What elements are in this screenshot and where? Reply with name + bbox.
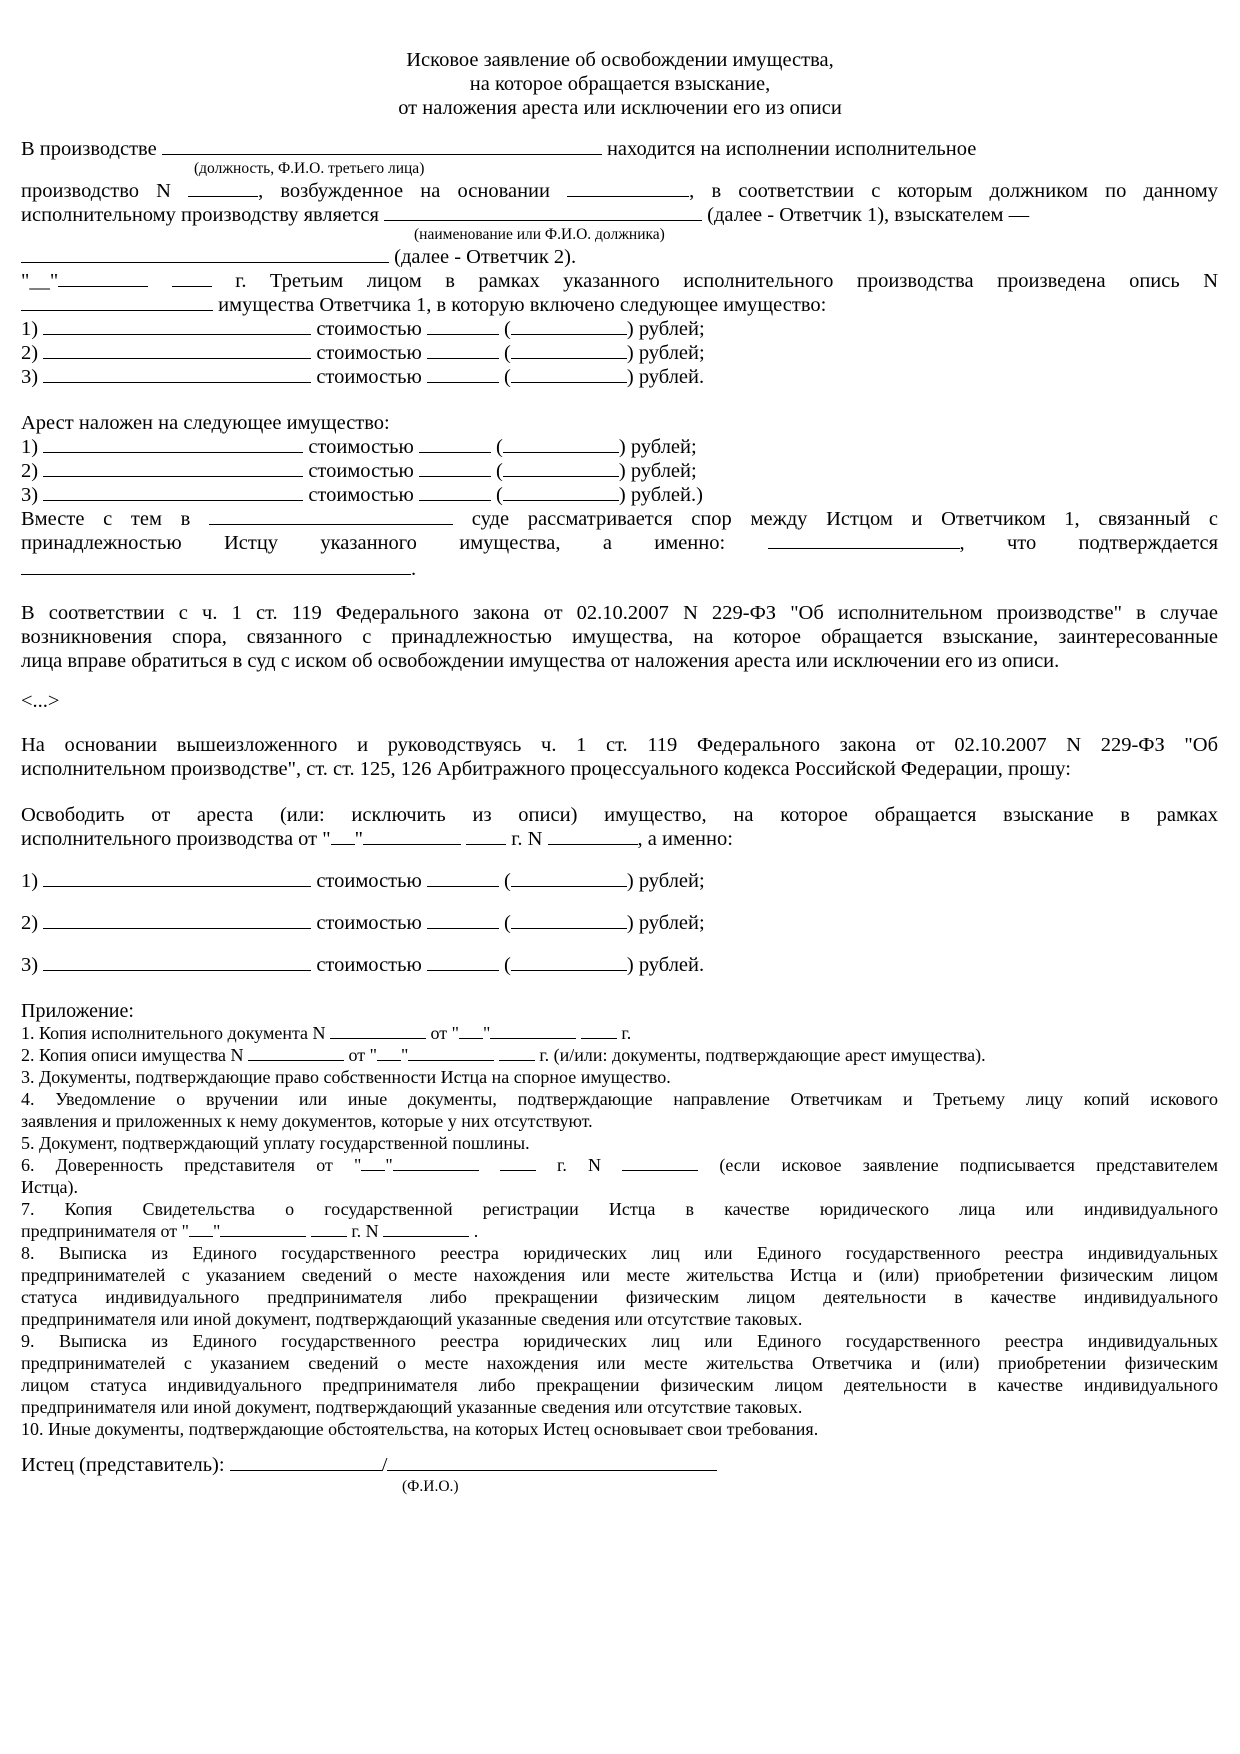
date-year-field[interactable] <box>499 1045 535 1061</box>
appendix-item-9-line-2: предпринимателей с указанием сведений о месте нахождения или месте жительства Ответчика и (или) приобретении физическим <box>21 1353 1218 1373</box>
item-name-field[interactable] <box>43 434 303 453</box>
intro-line-6: имущества Ответчика 1, в которую включено следующее имущество: <box>21 292 826 318</box>
certificate-number-field[interactable] <box>383 1221 469 1237</box>
intro-line-3: исполнительному производству является (далее - Ответчик 1), взыскателем — <box>21 204 1030 226</box>
item-name-field[interactable] <box>43 364 311 383</box>
appendix-item-2: 2. Копия описи имущества N от " " г. (и/или: документы, подтверждающие арест имущества). <box>21 1045 986 1065</box>
item-cost-words-field[interactable] <box>511 868 627 887</box>
arrest-item-2: 2) стоимостью ( ) рублей; <box>21 460 697 482</box>
release-item-2: 2) стоимостью ( ) рублей; <box>21 912 705 934</box>
appendix-item-4-line-2: заявления и приложенных к нему документов, которые у них отсутствуют. <box>21 1111 593 1131</box>
basis-field[interactable] <box>567 178 689 197</box>
appendix-item-1: 1. Копия исполнительного документа N от " " г. <box>21 1023 632 1043</box>
court-field[interactable] <box>209 506 453 525</box>
inventory-item-1: 1) стоимостью ( ) рублей; <box>21 318 705 340</box>
date-month-field[interactable] <box>363 826 461 845</box>
date-day-field[interactable] <box>331 826 355 845</box>
appendix-item-4-line-1: 4. Уведомление о вручении или иные документы, подтверждающие направление Ответчикам и Третьему лицу копий искового <box>21 1089 1218 1109</box>
power-of-attorney-number-field[interactable] <box>622 1155 698 1171</box>
date-month-field[interactable] <box>58 268 148 287</box>
proceeding-number-field[interactable] <box>188 178 258 197</box>
intro-line-1: В производстве находится на исполнении исполнительное <box>21 138 977 160</box>
appendix-item-6-line-1: 6. Доверенность представителя от " " г. N (если исковое заявление подписывается представителем <box>21 1155 1219 1175</box>
appendix-item-9-line-1: 9. Выписка из Единого государственного реестра юридических лиц или Единого государственного реестра индивидуальных <box>21 1331 1218 1351</box>
arrest-heading: Арест наложен на следующее имущество: <box>21 412 390 434</box>
document-number-field[interactable] <box>330 1023 426 1039</box>
appendix-item-10: 10. Иные документы, подтверждающие обстоятельства, на которых Истец основывает свои требования. <box>21 1419 819 1439</box>
item-cost-field[interactable] <box>419 482 491 501</box>
date-day-field[interactable] <box>189 1221 213 1237</box>
inventory-number-field[interactable] <box>248 1045 344 1061</box>
date-year-field[interactable] <box>466 826 506 845</box>
item-name-field[interactable] <box>43 952 311 971</box>
inventory-item-2: 2) стоимостью ( ) рублей; <box>21 342 705 364</box>
request-line-2: исполнительном производстве", ст. ст. 125, 126 Арбитражного процессуального кодекса Российской Федерации, прошу: <box>21 758 1071 780</box>
release-item-3: 3) стоимостью ( ) рублей. <box>21 954 705 976</box>
item-name-field[interactable] <box>43 910 311 929</box>
appendix-item-8-line-2: предпринимателей с указанием сведений о месте нахождения или месте жительства Истца и (или) приобретении физическим лицом <box>21 1265 1218 1285</box>
item-cost-words-field[interactable] <box>503 482 619 501</box>
law-line-3: лица вправе обратиться в суд с иском об освобождении имущества от наложения ареста или исключении его из описи. <box>21 650 1060 672</box>
proceeding-number-field[interactable] <box>548 826 638 845</box>
debtor-field[interactable] <box>384 202 702 221</box>
appendix-item-6-line-2: Истца). <box>21 1177 78 1197</box>
evidence-field[interactable] <box>21 556 411 575</box>
item-cost-words-field[interactable] <box>503 458 619 477</box>
date-year-field[interactable] <box>311 1221 347 1237</box>
law-line-1: В соответствии с ч. 1 ст. 119 Федерального закона от 02.10.2007 N 229-ФЗ "Об исполнительном производстве" в случае <box>21 602 1218 624</box>
date-year-field[interactable] <box>581 1023 617 1039</box>
signer-name-field[interactable] <box>387 1452 717 1471</box>
appendix-item-3: 3. Документы, подтверждающие право собственности Истца на спорное имущество. <box>21 1067 671 1087</box>
law-line-2: возникновения спора, связанного с принадлежностью имущества, на которое обращается взыскание, заинтересованные <box>21 626 1218 648</box>
request-line-1: На основании вышеизложенного и руководствуясь ч. 1 ст. 119 Федерального закона от 02.10.2007 N 229-ФЗ "Об <box>21 734 1218 756</box>
item-cost-field[interactable] <box>427 364 499 383</box>
appendix-heading: Приложение: <box>21 1000 134 1022</box>
third-party-field[interactable] <box>162 136 602 155</box>
ellipsis: <...> <box>21 690 60 712</box>
date-month-field[interactable] <box>490 1023 576 1039</box>
intro-line-4: (далее - Ответчик 2). <box>21 244 576 270</box>
item-name-field[interactable] <box>43 482 303 501</box>
date-year-field[interactable] <box>172 268 212 287</box>
dispute-line-1: Вместе с тем в суде рассматривается спор между Истцом и Ответчиком 1, связанный с <box>21 508 1219 530</box>
item-cost-field[interactable] <box>427 952 499 971</box>
appendix-item-8-line-1: 8. Выписка из Единого государственного реестра юридических лиц или Единого государственного реестра индивидуальных <box>21 1243 1218 1263</box>
hint-signer-name: (Ф.И.О.) <box>402 1478 459 1495</box>
item-cost-field[interactable] <box>427 316 499 335</box>
appendix-item-8-line-4: предпринимателя или иной документ, подтверждающий указанные сведения или отсутствие таковых. <box>21 1309 803 1329</box>
appendix-item-7-line-1: 7. Копия Свидетельства о государственной регистрации Истца в качестве юридического лица или индивидуального <box>21 1199 1218 1219</box>
title-line-2: на которое обращается взыскание, <box>469 73 771 95</box>
release-item-1: 1) стоимостью ( ) рублей; <box>21 870 705 892</box>
request-line-4: исполнительного производства от " " г. N , а именно: <box>21 828 733 850</box>
date-day-field[interactable] <box>361 1155 385 1171</box>
request-line-3: Освободить от ареста (или: исключить из описи) имущество, на которое обращается взыскание в рамках <box>21 804 1218 826</box>
appendix-item-7-line-2: предпринимателя от " " г. N . <box>21 1221 479 1241</box>
appendix-item-8-line-3: статуса индивидуального предпринимателя либо прекращении физическим лицом деятельности в качестве индивидуального <box>21 1287 1218 1307</box>
item-cost-field[interactable] <box>427 910 499 929</box>
date-month-field[interactable] <box>393 1155 479 1171</box>
document-title <box>0 48 1240 120</box>
item-name-field[interactable] <box>43 340 311 359</box>
item-name-field[interactable] <box>43 316 311 335</box>
date-day-field[interactable]: "__" <box>21 270 59 292</box>
item-name-field[interactable] <box>43 458 303 477</box>
signature-field[interactable] <box>230 1452 382 1471</box>
appendix-item-5: 5. Документ, подтверждающий уплату государственной пошлины. <box>21 1133 530 1153</box>
appendix-item-9-line-3: лицом статуса индивидуального предпринимателя либо прекращении физическим лицом деятельности в качестве индивидуального <box>21 1375 1218 1395</box>
dispute-line-2: принадлежностью Истцу указанного имущества, а именно: , что подтверждается <box>21 532 1218 554</box>
item-cost-field[interactable] <box>419 434 491 453</box>
signature-line: Истец (представитель): / <box>21 1452 717 1478</box>
arrest-item-3: 3) стоимостью ( ) рублей.) <box>21 484 703 506</box>
date-year-field[interactable] <box>500 1155 536 1171</box>
item-cost-words-field[interactable] <box>511 952 627 971</box>
item-cost-words-field[interactable] <box>511 910 627 929</box>
date-month-field[interactable] <box>408 1045 494 1061</box>
date-day-field[interactable] <box>377 1045 401 1061</box>
arrest-item-1: 1) стоимостью ( ) рублей; <box>21 436 697 458</box>
appendix-item-9-line-4: предпринимателя или иной документ, подтверждающий указанные сведения или отсутствие таковых. <box>21 1397 803 1417</box>
item-cost-field[interactable] <box>419 458 491 477</box>
intro-line-5: "__" г. Третьим лицом в рамках указанного исполнительного производства произведена опись N <box>21 270 1219 292</box>
inventory-number-field[interactable] <box>21 292 213 311</box>
intro-line-2: производство N , возбужденное на основании , в соответствии с которым должником по данному <box>21 180 1219 202</box>
hint-debtor: (наименование или Ф.И.О. должника) <box>414 226 665 243</box>
title-line-1: Исковое заявление об освобождении имущества, <box>406 49 834 71</box>
item-cost-field[interactable] <box>427 340 499 359</box>
item-cost-words-field[interactable] <box>511 340 627 359</box>
hint-third-party: (должность, Ф.И.О. третьего лица) <box>194 160 425 177</box>
item-cost-words-field[interactable] <box>511 364 627 383</box>
item-cost-field[interactable] <box>427 868 499 887</box>
item-cost-words-field[interactable] <box>511 316 627 335</box>
dispute-line-3: . <box>21 556 416 582</box>
title-line-3: от наложения ареста или исключении его из описи <box>398 97 842 119</box>
inventory-item-3: 3) стоимостью ( ) рублей. <box>21 366 705 388</box>
claimant-field[interactable] <box>21 244 389 263</box>
ownership-detail-field[interactable] <box>768 530 960 549</box>
item-name-field[interactable] <box>43 868 311 887</box>
date-day-field[interactable] <box>459 1023 483 1039</box>
date-month-field[interactable] <box>220 1221 306 1237</box>
item-cost-words-field[interactable] <box>503 434 619 453</box>
